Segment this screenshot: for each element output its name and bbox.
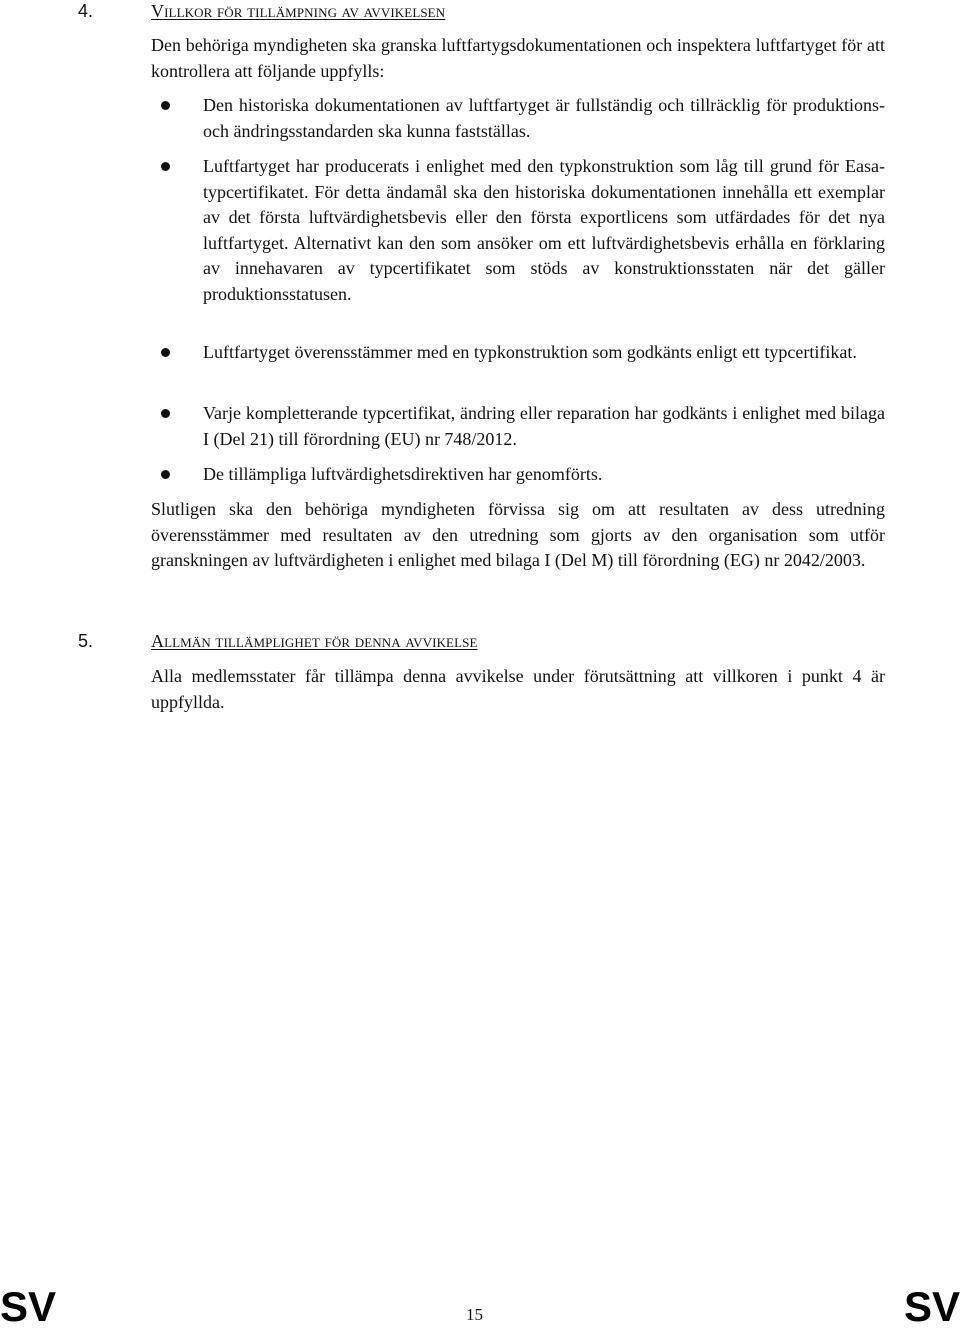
list-item-text: Luftfartyget överensstämmer med en typkonstruktion som godkänts enligt ett typcertifikat. (203, 342, 857, 362)
page-number: 15 (466, 1305, 483, 1324)
list-item-text: Den historiska dokumentationen av luftfartyget är fullständig och tillräcklig för produktions- och ändringsstandarden ska kunna fastställas. (203, 95, 885, 141)
footer-language-right: SV (903, 1283, 960, 1330)
section-5-text: Alla medlemsstater får tillämpa denna avvikelse under förutsättning att villkoren i punkt 4 är uppfyllda. (151, 666, 885, 712)
bullet-icon (161, 409, 170, 418)
footer-language-left: SV (0, 1283, 57, 1330)
list-item (151, 93, 885, 144)
section-4-intro: Den behöriga myndigheten ska granska luftfartygsdokumentationen och inspektera luftfartyget för att kontrollera att följande uppfylls: (151, 35, 885, 81)
bullet-icon (161, 162, 170, 171)
list-item (151, 462, 885, 488)
list-item-text: Varje kompletterande typcertifikat, ändring eller reparation har godkänts i enlighet med bilaga I (Del 21) till förordning (EU) nr 748/2012. (203, 403, 885, 449)
section-5-number: 5. (78, 631, 94, 651)
section-4-number: 4. (78, 1, 94, 21)
section-5-title: Allmän tillämplighet för denna avvikelse (151, 631, 478, 651)
section-4-title: Villkor för tillämpning av avvikelsen (151, 1, 446, 21)
bullet-icon (161, 348, 170, 357)
list-item (151, 340, 885, 366)
list-item (151, 401, 885, 452)
list-item-text: Luftfartyget har producerats i enlighet med den typkonstruktion som låg till grund för Easa-typcertifikatet. För detta ändamål ska den historiska dokumentationen innehålla ett exemplar av det första luftvärdighetsbevis eller den första exportlicens som utfärdades för det nya luftfartyget. Alternativt kan den som ansöker om ett luftvärdighetsbevis erhålla en förklaring av innehavaren av typcertifikatet som stöds av konstruktionsstaten när det gäller produktionsstatusen. (203, 156, 885, 304)
section-4-conclusion: Slutligen ska den behöriga myndigheten förvissa sig om att resultaten av dess utredning överensstämmer med resultaten av den utredning som gjorts av den organisation som utför granskningen av luftvärdigheten i enlighet med bilaga I (Del M) till förordning (EG) nr 2042/2003. (151, 499, 885, 570)
list-item (151, 154, 885, 307)
bullet-icon (161, 470, 170, 479)
list-item-text: De tillämpliga luftvärdighetsdirektiven har genomförts. (203, 464, 603, 484)
bullet-icon (161, 101, 170, 110)
